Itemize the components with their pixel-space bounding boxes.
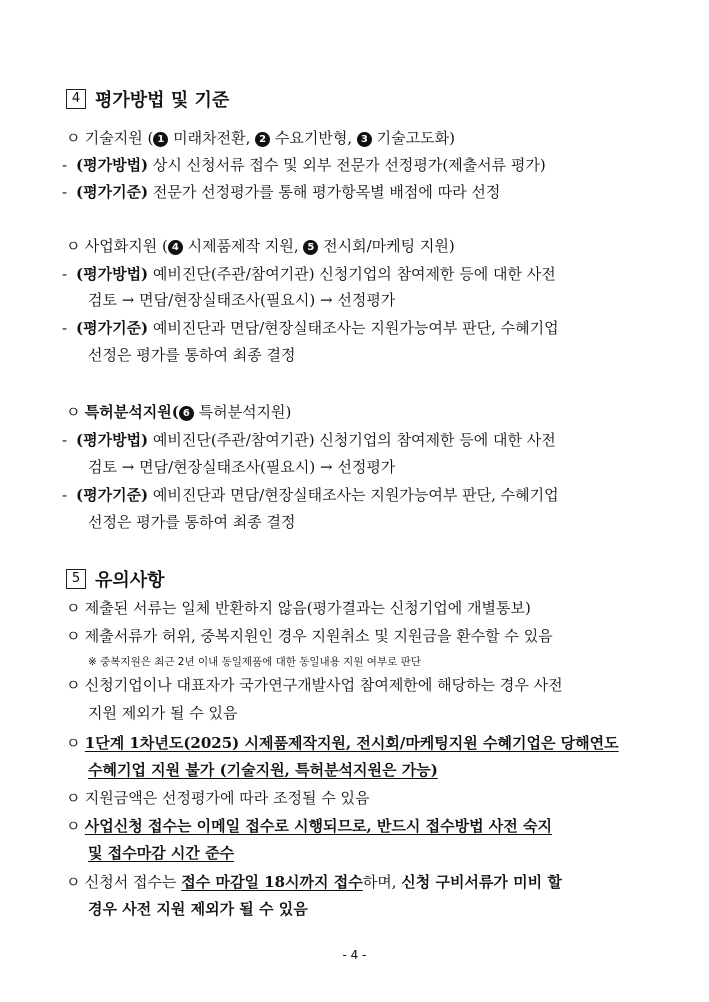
- block3-criteria-cont: 선정은 평가를 통하여 최종 결정: [88, 513, 296, 531]
- note-4-text: 1단계 1차년도(2025) 시제품제작지원, 전시회/마케팅지원 수혜기업은 당해연도: [84, 734, 619, 752]
- dash-bullet: -: [62, 486, 68, 504]
- tech-support-lead: 기술지원 (: [84, 129, 154, 147]
- circle-bullet: ㅇ: [66, 676, 81, 694]
- circle-bullet: ㅇ: [66, 817, 81, 835]
- number-2-icon: 2: [255, 132, 270, 147]
- circle-bullet: ㅇ: [66, 237, 81, 255]
- criteria-text: 예비진단과 면담/현장실태조사는 지원가능여부 판단, 수혜기업: [148, 486, 559, 504]
- criteria-label: (평가기준): [76, 183, 149, 201]
- method-label: (평가방법): [76, 431, 149, 449]
- item-1-text: 미래차전환,: [168, 129, 256, 147]
- criteria-label: (평가기준): [76, 486, 149, 504]
- number-4-icon: 4: [168, 240, 183, 255]
- section-5-title: 유의사항: [95, 570, 165, 591]
- note-7-cont: [88, 899, 668, 919]
- dash-bullet: -: [62, 265, 68, 283]
- dash-bullet: -: [62, 183, 68, 201]
- note-7: [66, 872, 646, 892]
- item-6-text: 특허분석지원): [193, 403, 292, 421]
- circle-bullet: ㅇ: [66, 789, 81, 807]
- note-7-cont-text: 경우 사전 지원 제외가 될 수 있음: [88, 900, 308, 918]
- item-4-text: 시제품제작 지원,: [182, 237, 304, 255]
- block2-method: [62, 264, 642, 284]
- note-1: [66, 598, 646, 618]
- criteria-label: (평가기준): [76, 319, 149, 337]
- block2-method-cont: 검토 → 면담/현장실태조사(필요시) → 선정평가: [88, 291, 396, 309]
- patent-lead: 특허분석지원(: [84, 403, 179, 421]
- item-5-text: 전시회/마케팅 지원): [318, 237, 455, 255]
- note-4-cont: [88, 760, 668, 780]
- block2-criteria-cont: 선정은 평가를 통하여 최종 결정: [88, 346, 296, 364]
- note-3: [66, 675, 646, 695]
- bullet-tech-support: [66, 128, 646, 148]
- note-6-cont-text: 및 접수마감 시간 준수: [88, 844, 235, 862]
- block3-method: [62, 430, 642, 450]
- method-text: 상시 신청서류 접수 및 외부 전문가 선정평가(제출서류 평가): [148, 156, 546, 174]
- block1-criteria: [62, 182, 642, 202]
- criteria-text: 전문가 선정평가를 통해 평가항목별 배점에 따라 선정: [148, 183, 501, 201]
- circle-bullet: ㅇ: [66, 734, 81, 752]
- section-4-heading: [66, 86, 229, 112]
- criteria-text: 예비진단과 면담/현장실태조사는 지원가능여부 판단, 수혜기업: [148, 319, 559, 337]
- note-2: [66, 626, 646, 646]
- block3-criteria: [62, 485, 642, 505]
- method-label: (평가방법): [76, 265, 149, 283]
- dash-bullet: -: [62, 319, 68, 337]
- note-5: [66, 788, 646, 808]
- method-label: (평가방법): [76, 156, 149, 174]
- section-5-number: 5: [66, 569, 86, 589]
- number-3-icon: 3: [357, 132, 372, 147]
- note-6-text: 사업신청 접수는 이메일 접수로 시행되므로, 반드시 접수방법 사전 숙지: [84, 817, 552, 835]
- commercialization-lead: 사업화지원 (: [84, 237, 168, 255]
- note-7-text-c: 하며,: [362, 873, 402, 891]
- note-7-deadline: 접수 마감일 18시까지 접수: [181, 873, 363, 891]
- item-2-text: 수요기반형,: [270, 129, 357, 147]
- bullet-commercialization: [66, 236, 646, 256]
- circle-bullet: ㅇ: [66, 599, 81, 617]
- circle-bullet: ㅇ: [66, 129, 81, 147]
- bullet-patent-analysis: [66, 402, 646, 422]
- method-text: 예비진단(주관/참여기관) 신청기업의 참여제한 등에 대한 사전: [148, 265, 556, 283]
- block3-method-cont: 검토 → 면담/현장실태조사(필요시) → 선정평가: [88, 458, 396, 476]
- note-3-cont: 지원 제외가 될 수 있음: [88, 704, 238, 722]
- note-6: [66, 816, 646, 836]
- note-6-cont: [88, 843, 668, 863]
- method-text: 예비진단(주관/참여기관) 신청기업의 참여제한 등에 대한 사전: [148, 431, 556, 449]
- circle-bullet: ㅇ: [66, 873, 81, 891]
- item-3-text: 기술고도화): [371, 129, 455, 147]
- note-1-text: 제출된 서류는 일체 반환하지 않음(평가결과는 신청기업에 개별통보): [84, 599, 531, 617]
- note-2-text: 제출서류가 허위, 중복지원인 경우 지원취소 및 지원금을 환수할 수 있음: [84, 627, 553, 645]
- number-6-icon: 6: [179, 406, 194, 421]
- block2-criteria: [62, 318, 642, 338]
- circle-bullet: ㅇ: [66, 627, 81, 645]
- note-7-text-a: 신청서 접수는: [84, 873, 182, 891]
- note-4-cont-text: 수혜기업 지원 불가 (기술지원, 특허분석지원은 가능): [88, 761, 438, 779]
- note-4: [66, 733, 646, 753]
- section-4-number: 4: [66, 89, 86, 109]
- note-2-remark: ※ 중복지원은 최근 2년 이내 동일제품에 대한 동일내용 지원 여부로 판단: [88, 656, 421, 668]
- section-4-title: 평가방법 및 기준: [95, 90, 230, 111]
- note-5-text: 지원금액은 선정평가에 따라 조정될 수 있음: [84, 789, 370, 807]
- note-3-text: 신청기업이나 대표자가 국가연구개발사업 참여제한에 해당하는 경우 사전: [84, 676, 563, 694]
- page-number: - 4 -: [342, 948, 367, 962]
- section-5-heading: [66, 566, 165, 592]
- dash-bullet: -: [62, 431, 68, 449]
- circle-bullet: ㅇ: [66, 403, 81, 421]
- dash-bullet: -: [62, 156, 68, 174]
- note-7-text-d: 신청 구비서류가 미비 할: [401, 873, 562, 891]
- number-5-icon: 5: [303, 240, 318, 255]
- block1-method: [62, 155, 642, 175]
- number-1-icon: 1: [153, 132, 168, 147]
